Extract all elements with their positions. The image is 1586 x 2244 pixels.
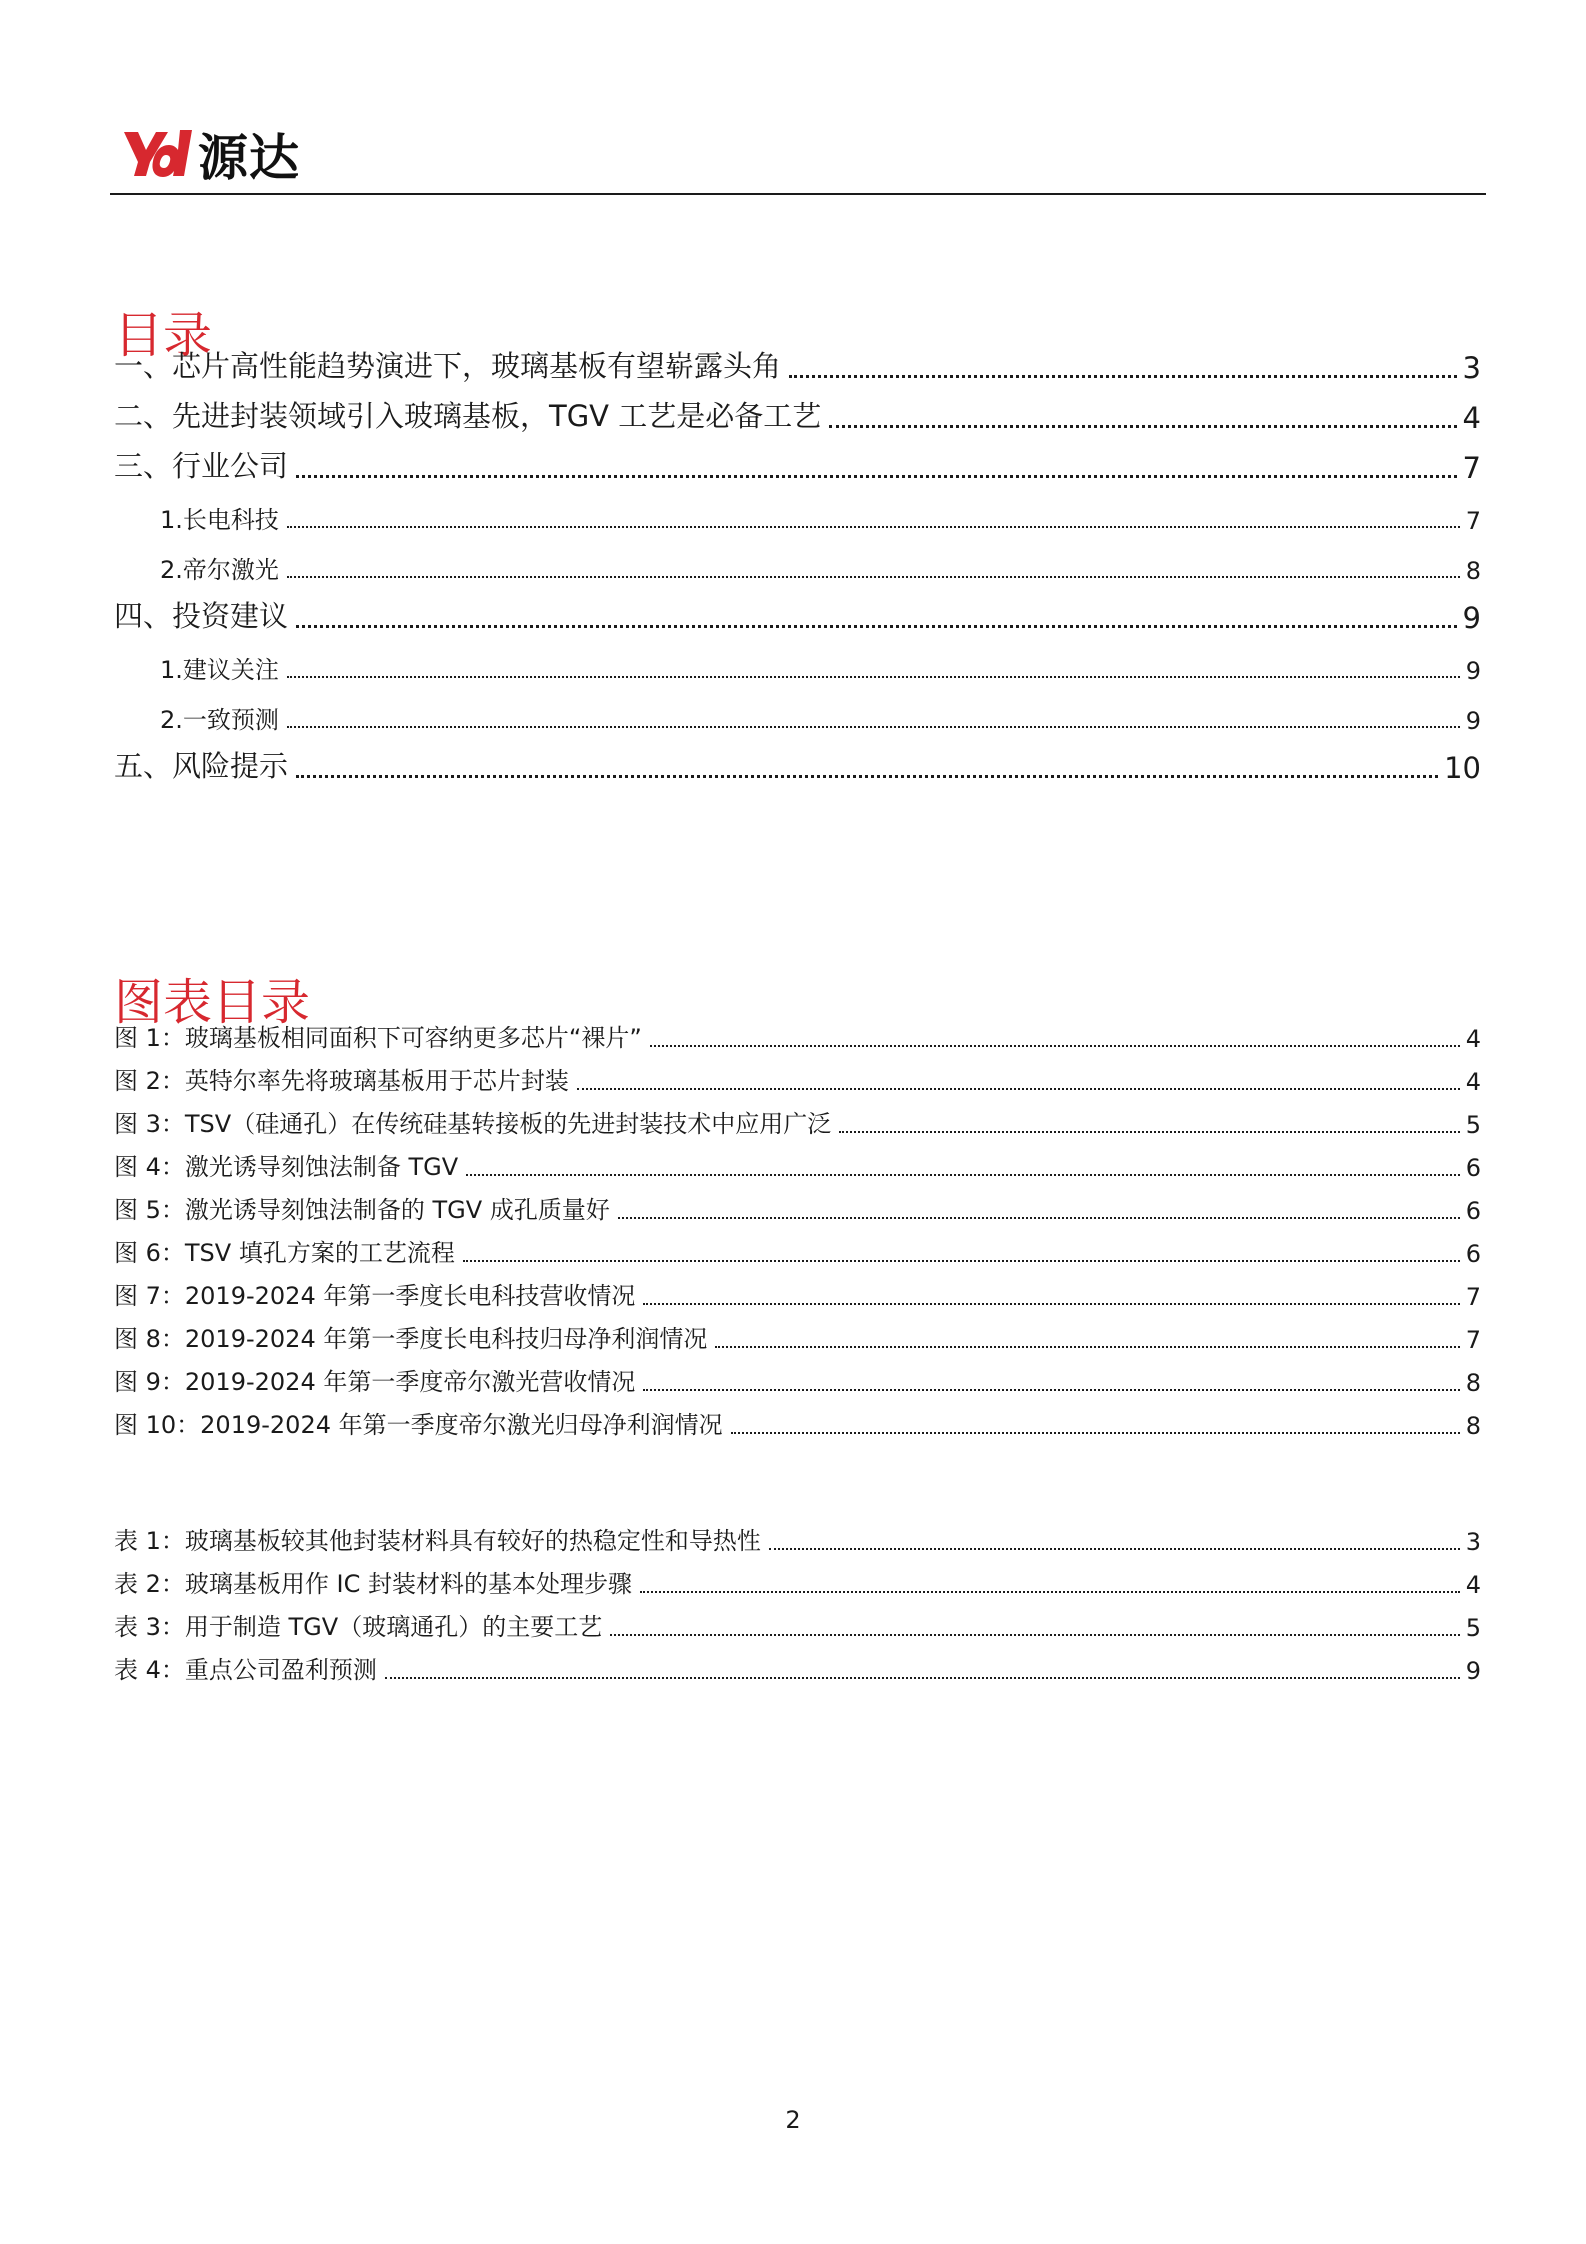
brand-logo [122, 124, 300, 187]
figure-entry-title: 图 9：2019-2024 年第一季度帝尔激光营收情况 [114, 1368, 636, 1396]
dot-leader [643, 1389, 1459, 1391]
page-header [110, 118, 1486, 194]
table-entry-page: 5 [1465, 1614, 1481, 1642]
table-entry-page: 9 [1465, 1657, 1481, 1685]
figure-entry-page: 6 [1465, 1240, 1481, 1268]
toc-entry-page: 8 [1465, 557, 1481, 585]
toc-entry[interactable] [114, 735, 1481, 785]
figure-entry-title: 图 8：2019-2024 年第一季度长电科技归母净利润情况 [114, 1325, 708, 1353]
dot-leader [296, 775, 1438, 778]
toc-entry-title: 四、投资建议 [114, 599, 289, 633]
dot-leader [789, 375, 1457, 378]
toc-entry-page: 9 [1462, 601, 1481, 635]
toc-entry-title: 五、风险提示 [114, 749, 289, 783]
toc-entry[interactable] [114, 435, 1481, 485]
toc-entry[interactable] [114, 685, 1481, 735]
toc-entry-page: 7 [1465, 507, 1481, 535]
table-entry-page: 3 [1465, 1528, 1481, 1556]
figure-entry[interactable] [114, 1139, 1481, 1182]
dot-leader [287, 576, 1460, 578]
figure-entry-title: 图 7：2019-2024 年第一季度长电科技营收情况 [114, 1282, 636, 1310]
figures-heading: 图表目录 [114, 973, 311, 1031]
dot-leader [618, 1217, 1460, 1219]
figure-entry-page: 6 [1465, 1154, 1481, 1182]
figure-entry[interactable] [114, 1225, 1481, 1268]
toc-entry[interactable] [114, 585, 1481, 635]
toc-entry-page: 4 [1462, 401, 1481, 435]
figure-entry-page: 8 [1465, 1369, 1481, 1397]
toc-entry-page: 9 [1465, 657, 1481, 685]
toc-entry-title: 1.长电科技 [160, 506, 279, 534]
figure-entry[interactable] [114, 1354, 1481, 1397]
dot-leader [287, 526, 1460, 528]
dot-leader [715, 1346, 1459, 1348]
figure-entry-title: 图 2：英特尔率先将玻璃基板用于芯片封装 [114, 1067, 569, 1095]
table-entry-title: 表 3：用于制造 TGV（玻璃通孔）的主要工艺 [114, 1613, 603, 1641]
toc-entry-title: 三、行业公司 [114, 449, 289, 483]
brand-name: 源达 [198, 129, 300, 187]
page-number: 2 [785, 2106, 801, 2134]
figure-entry-title: 图 5：激光诱导刻蚀法制备的 TGV 成孔质量好 [114, 1196, 610, 1224]
figure-entry-title: 图 4：激光诱导刻蚀法制备 TGV [114, 1153, 459, 1181]
figure-entry-title: 图 6：TSV 填孔方案的工艺流程 [114, 1239, 455, 1267]
header-divider [110, 193, 1486, 195]
table-entry[interactable] [114, 1556, 1481, 1599]
toc-entry-page: 7 [1462, 451, 1481, 485]
dot-leader [463, 1260, 1460, 1262]
toc-entry[interactable] [114, 535, 1481, 585]
figure-entry[interactable] [114, 1268, 1481, 1311]
yd-logo-icon [122, 126, 194, 182]
figure-entry-page: 4 [1465, 1068, 1481, 1096]
table-entry[interactable] [114, 1642, 1481, 1685]
figure-entry-page: 6 [1465, 1197, 1481, 1225]
toc-entry-page: 10 [1444, 751, 1481, 785]
dot-leader [385, 1677, 1460, 1679]
figure-entry[interactable] [114, 1096, 1481, 1139]
figure-entry-page: 7 [1465, 1283, 1481, 1311]
table-entry[interactable] [114, 1599, 1481, 1642]
dot-leader [287, 726, 1460, 728]
table-entry-title: 表 2：玻璃基板用作 IC 封装材料的基本处理步骤 [114, 1570, 632, 1598]
dot-leader [287, 676, 1460, 678]
dot-leader [769, 1548, 1460, 1550]
table-entry-title: 表 4：重点公司盈利预测 [114, 1656, 377, 1684]
figure-entry[interactable] [114, 1182, 1481, 1225]
table-list [114, 1513, 1481, 1685]
toc-entry-page: 3 [1462, 351, 1481, 385]
figure-entry[interactable] [114, 1010, 1481, 1053]
figure-entry-title: 图 10：2019-2024 年第一季度帝尔激光归母净利润情况 [114, 1411, 723, 1439]
table-entry-page: 4 [1465, 1571, 1481, 1599]
figure-entry-title: 图 1：玻璃基板相同面积下可容纳更多芯片“裸片” [114, 1024, 642, 1052]
toc-heading: 目录 [114, 306, 213, 364]
toc-entry-title: 二、先进封装领域引入玻璃基板，TGV 工艺是必备工艺 [114, 399, 822, 433]
toc-entry-title: 2.帝尔激光 [160, 556, 279, 584]
figure-list [114, 1010, 1481, 1440]
toc-entry-page: 9 [1465, 707, 1481, 735]
toc-entry[interactable] [114, 635, 1481, 685]
figure-entry-page: 4 [1465, 1025, 1481, 1053]
dot-leader [650, 1045, 1460, 1047]
figure-entry-page: 7 [1465, 1326, 1481, 1354]
figure-entry[interactable] [114, 1311, 1481, 1354]
dot-leader [296, 625, 1457, 628]
toc-entry[interactable] [114, 385, 1481, 435]
toc-list [114, 335, 1481, 785]
dot-leader [610, 1634, 1460, 1636]
dot-leader [577, 1088, 1460, 1090]
toc-entry-title: 1.建议关注 [160, 656, 279, 684]
figure-entry-title: 图 3：TSV（硅通孔）在传统硅基转接板的先进封装技术中应用广泛 [114, 1110, 832, 1138]
figure-entry-page: 8 [1465, 1412, 1481, 1440]
figure-entry[interactable] [114, 1053, 1481, 1096]
figure-entry-page: 5 [1465, 1111, 1481, 1139]
toc-entry[interactable] [114, 335, 1481, 385]
toc-entry[interactable] [114, 485, 1481, 535]
dot-leader [643, 1303, 1459, 1305]
dot-leader [829, 425, 1456, 428]
table-entry-title: 表 1：玻璃基板较其他封装材料具有较好的热稳定性和导热性 [114, 1527, 761, 1555]
dot-leader [839, 1131, 1460, 1133]
figure-entry[interactable] [114, 1397, 1481, 1440]
toc-entry-title: 2.一致预测 [160, 706, 279, 734]
dot-leader [731, 1432, 1460, 1434]
dot-leader [466, 1174, 1460, 1176]
toc-entry-title: 一、芯片高性能趋势演进下，玻璃基板有望崭露头角 [114, 349, 782, 383]
table-entry[interactable] [114, 1513, 1481, 1556]
dot-leader [640, 1591, 1460, 1593]
dot-leader [296, 475, 1457, 478]
